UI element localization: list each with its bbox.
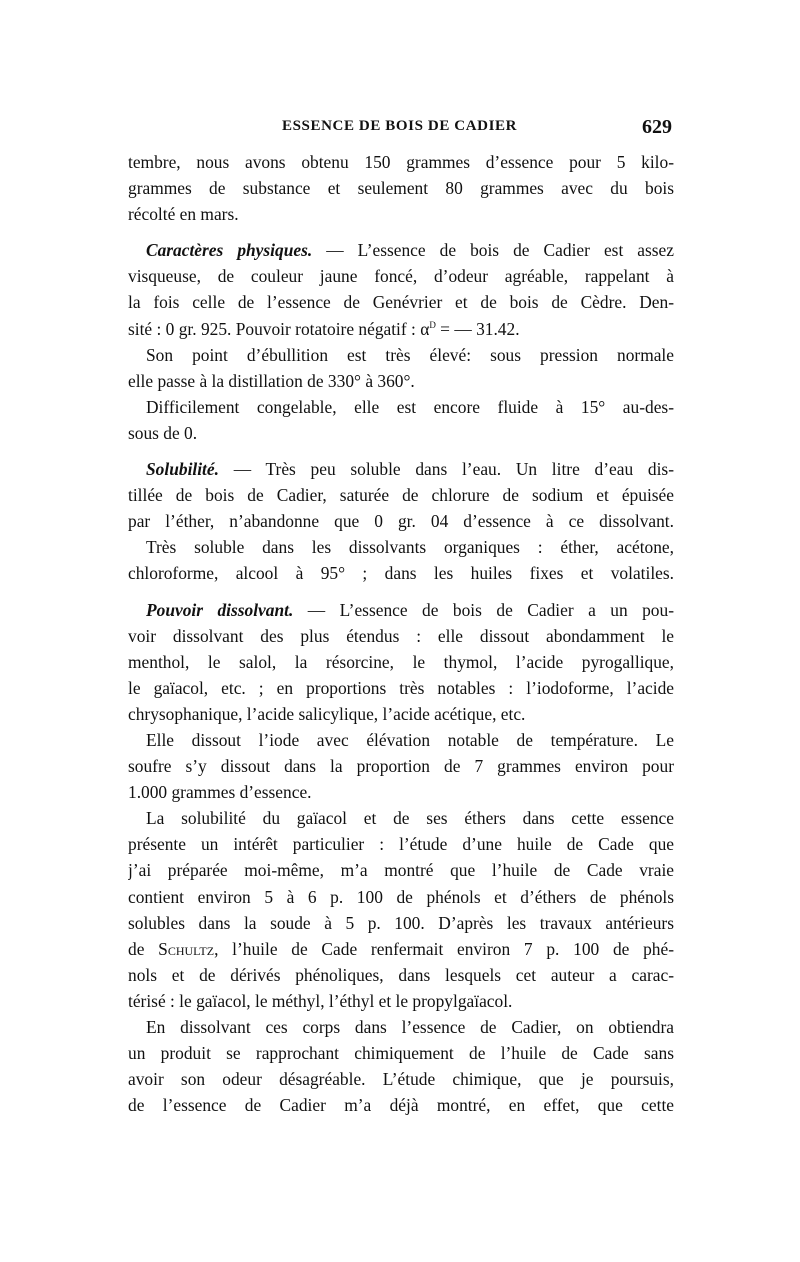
- paragraph-dissolving-power: [128, 597, 674, 727]
- text-line: nols et de dérivés phénoliques, dans lesquels cet auteur a carac-: [128, 964, 674, 985]
- paragraph-boiling-point: [128, 342, 674, 394]
- text-line: menthol, le salol, la résorcine, le thymol, l’acide pyrogallique,: [128, 651, 674, 672]
- text-line: visqueuse, de couleur jaune foncé, d’odeur agréable, rappelant à: [128, 266, 674, 287]
- text-line: Difficilement congelable, elle est encore fluide à 15° au-des-: [146, 396, 674, 417]
- running-head: [132, 116, 672, 140]
- text-line: térisé : le gaïacol, le méthyl, l’éthyl et le propylgaïacol.: [128, 990, 513, 1011]
- author-name: Schultz: [158, 938, 215, 959]
- section-title-physical: Caractères physiques.: [146, 240, 313, 261]
- text-line: [128, 316, 674, 342]
- paragraph-congelation: [128, 394, 674, 446]
- text-line: [128, 936, 674, 962]
- text-fragment: = — 31.42.: [435, 318, 520, 339]
- body-text: [128, 149, 674, 1118]
- section-title-dissolving: Pouvoir dissolvant.: [146, 599, 294, 620]
- text-line: avoir son odeur désagréable. L’étude chimique, que je poursuis,: [128, 1069, 674, 1090]
- text-line: sous de 0.: [128, 422, 198, 443]
- paragraph-cade-product: [128, 1014, 674, 1118]
- text-line: présente un intérêt particulier : l’étude d’une huile de Cade que: [128, 834, 674, 855]
- running-title: ESSENCE DE BOIS DE CADIER: [282, 118, 518, 134]
- paragraph-organic-solvents: [128, 534, 674, 586]
- paragraph-solubility: [128, 456, 674, 534]
- text-line: [128, 597, 674, 623]
- section-title-solubility: Solubilité.: [146, 459, 219, 480]
- text-line: chloroforme, alcool à 95° ; dans les huiles fixes et volatiles.: [128, 563, 674, 584]
- text-fragment: — L’essence de bois de Cadier est assez: [312, 240, 674, 261]
- text-line: j’ai préparée moi-même, m’a montré que l’huile de Cade vraie: [128, 860, 674, 881]
- text-line: Elle dissout l’iode avec élévation notable de température. Le: [146, 729, 674, 750]
- text-line: elle passe à la distillation de 330° à 360°.: [128, 370, 415, 391]
- text-line: par l’éther, n’abandonne que 0 gr. 04 d’essence à ce dissolvant.: [128, 511, 674, 532]
- paragraph-harvest-yield: [128, 149, 674, 227]
- superscript-d: D: [429, 319, 436, 330]
- text-line: un produit se rapprochant chimiquement de l’huile de Cade sans: [128, 1043, 674, 1064]
- text-line: [128, 456, 674, 482]
- text-fragment: — Très peu soluble dans l’eau. Un litre d’eau dis-: [218, 459, 674, 480]
- text-line: chrysophanique, l’acide salicylique, l’acide acétique, etc.: [128, 703, 526, 724]
- text-line: La solubilité du gaïacol et de ses éthers dans cette essence: [146, 808, 674, 829]
- text-line: la fois celle de l’essence de Genévrier et de bois de Cèdre. Den-: [128, 292, 674, 313]
- text-fragment: , l’huile de Cade renfermait environ 7 p. 100 de phé-: [214, 938, 674, 959]
- text-line: soufre s’y dissout dans la proportion de 7 grammes environ pour: [128, 756, 674, 777]
- paragraph-gaiacol: [128, 805, 674, 1014]
- text-line: 1.000 grammes d’essence.: [128, 782, 312, 803]
- text-line: contient environ 5 à 6 p. 100 de phénols et d’éthers de phénols: [128, 886, 674, 907]
- text-line: récolté en mars.: [128, 204, 239, 225]
- text-line: Très soluble dans les dissolvants organiques : éther, acétone,: [146, 537, 674, 558]
- text-line: le gaïacol, etc. ; en proportions très notables : l’iodoforme, l’acide: [128, 677, 674, 698]
- page-number: 629: [642, 116, 672, 138]
- text-fragment: sité : 0 gr. 925. Pouvoir rotatoire négatif : α: [128, 318, 430, 339]
- text-line: solubles dans la soude à 5 p. 100. D’après les travaux antérieurs: [128, 912, 674, 933]
- text-fragment: de: [128, 938, 159, 959]
- text-line: Son point d’ébullition est très élevé: sous pression normale: [146, 344, 674, 365]
- text-line: En dissolvant ces corps dans l’essence de Cadier, on obtiendra: [146, 1017, 674, 1037]
- text-line: voir dissolvant des plus étendus : elle dissout abondamment le: [128, 625, 674, 646]
- text-line: tembre, nous avons obtenu 150 grammes d’essence pour 5 kilo-: [128, 152, 674, 172]
- paragraph-iodine-sulfur: [128, 727, 674, 805]
- text-line: grammes de substance et seulement 80 grammes avec du bois: [128, 178, 674, 199]
- text-line: de l’essence de Cadier m’a déjà montré, en effet, que cette: [128, 1095, 674, 1116]
- text-fragment: — L’essence de bois de Cadier a un pou-: [293, 599, 674, 620]
- text-line: [128, 237, 674, 263]
- text-line: tillée de bois de Cadier, saturée de chlorure de sodium et épuisée: [128, 485, 674, 506]
- paragraph-physical-characteristics: [128, 237, 674, 341]
